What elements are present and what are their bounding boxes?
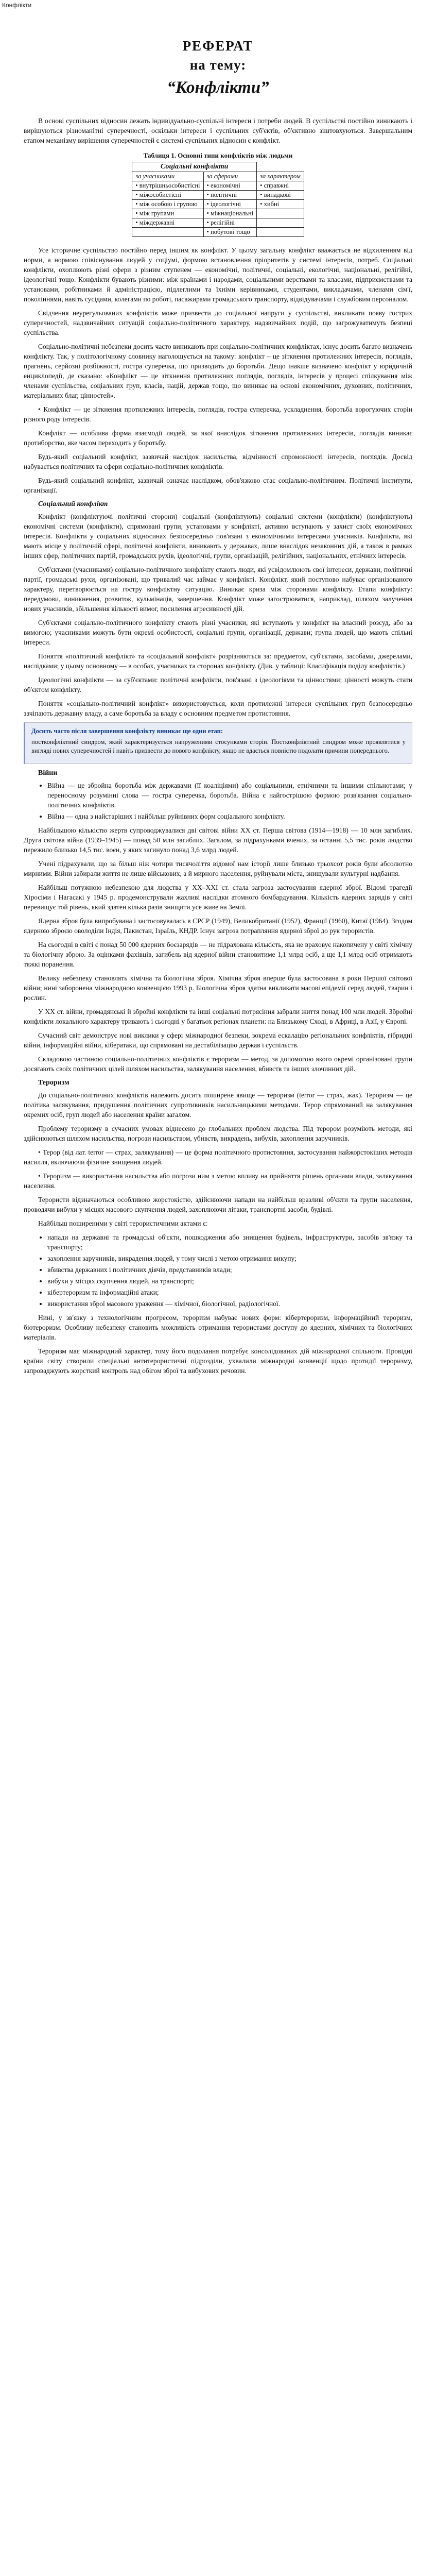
table-cell: політичні xyxy=(211,191,237,198)
body-paragraph: Ідеологічні конфлікти — за суб'єктами: політичні конфлікти, пов'язані з ідеологіями та цінностями; цінності можуть стати об'єктом конфлікту. xyxy=(24,676,412,693)
table-cell: релігійні xyxy=(211,219,235,226)
list-item: • вбивства державних і політичних діячів, представників влади; xyxy=(47,1265,412,1275)
table-cell: справжні xyxy=(264,182,289,189)
table-cell: ідеологічні xyxy=(211,200,241,208)
table-row: • внутрішньособистісні • економічні • справжні xyxy=(132,181,304,191)
window-title: Конфлікти xyxy=(0,0,436,10)
table-cell: хибні xyxy=(264,200,280,208)
table-group-header: Соціальні конфлікти xyxy=(132,162,257,172)
body-paragraph: Поняття «політичний конфлікт» та «соціальний конфлікт» розрізняються за: предметом, суб'єктами, засобами, джерелами, наслідками; у цьому основному — в особах, учасниках та сторонах конфлікту. (Див. у таблиці: Класифікація поділу конфліктів.) xyxy=(24,652,412,670)
table-cell: внутрішньособистісні xyxy=(139,182,200,189)
table-col-header: за характером xyxy=(257,172,304,181)
list-item: • вибухи у місцях скупчення людей, на транспорті; xyxy=(47,1276,412,1286)
body-paragraph: Конфлікт — особлива форма взаємодії людей, за якої внаслідок зіткнення протилежних інтересів, поглядів виникає протиборство, яке часом переходить у боротьбу. xyxy=(24,429,412,447)
table-row: • між особою і групою • ідеологічні • хибні xyxy=(132,200,304,209)
list-item: • використання зброї масового ураження — хімічної, біологічної, радіологічної. xyxy=(47,1299,412,1309)
page-1 xyxy=(24,18,412,2576)
body-paragraph: Сучасний світ демонструє нові виклики у сфері міжнародної безпеки, зокрема ескалацію регіональних конфліктів, гібридні війни, інформаційні війни, кібератаки, що спрямовані на дестабілізацію держав і суспільств. xyxy=(24,1031,412,1049)
table-row: • міжособистісні • політичні • випадкові xyxy=(132,191,304,200)
body-paragraph: У XX ст. війни, громадянські й збройні конфлікти та інші соціальні потрясіння забрали життя понад 100 млн людей. Збройні конфлікти локального характеру тривають і сьогодні у багатьох регіонах планети: на Близькому Сході, в Африці, в Азії, у Європі. xyxy=(24,1008,412,1025)
definition-paragraph: • Тероризм — використання насильства або погрози ним з метою впливу на прийняття рішень органами влади, залякування населення. xyxy=(24,1172,412,1190)
table-col-header: за сферами xyxy=(203,172,257,181)
table-cell: економічні xyxy=(211,182,240,189)
body-paragraph: Складовою частиною соціально-політичних конфліктів є тероризм — метод, за допомогою якого окремі організовані групи досягають своїх політичних цілей шляхом насильства, залякування населення, вбивств та інших злочинних дій. xyxy=(24,1055,412,1073)
table-cell: міжнаціональні xyxy=(211,210,254,217)
list-item: • кібертероризм та інформаційні атаки; xyxy=(47,1287,412,1297)
body-paragraph: Нині, у зв'язку з технологічним прогресом, тероризм набуває нових форм: кібертероризм, інформаційний тероризм, біотероризм. Особливу небезпеку становить можливість отримання терористами доступу до ядерних, хімічних та біологічних матеріалів. xyxy=(24,1314,412,1341)
body-paragraph: На сьогодні в світі є понад 50 000 ядерних боєзарядів — не підрахована кількість, яка не враховує накопичену у світі хімічну та біологічну зброю. За оцінками фахівців, загибель від ядерної війни становитиме 1,1 млрд осіб, а ще 1,1 млрд осіб отримають тяжкі поранення. xyxy=(24,941,412,968)
section-heading: Тероризм xyxy=(38,1079,69,1087)
report-topic-label: на тему: xyxy=(189,57,247,73)
table-cell: міжособистісні xyxy=(139,191,182,198)
report-topic: “Конфлікти” xyxy=(167,78,269,97)
body-paragraph: Ядерна зброя була випробувана і застосовувалась в СРСР (1949), Великобританії (1952), Франції (1960), Китаї (1964). Згодом ядерною зброєю оволоділи Індія, Пакистан, Ізраїль, КНДР. Існує загроза потрапляння ядерної зброї до рук терористів. xyxy=(24,917,412,935)
callout-text: постконфліктний синдром, який характеризується напруженими стосунками сторін. Постконфліктний синдром може проявлятися у вигляді нових суперечностей і навіть призвести до нового конфлікту, якщо не вдається повністю подолати причини попереднього. xyxy=(31,738,406,754)
body-paragraph: Найбільшою кількістю жертв супроводжувалися дві світові війни XX ст. Перша світова (1914—1918) — 10 млн загиблих. Друга світова війна (1939–1945) — понад 50 млн загиблих. Загалом, за підрахунками вчених, за останні 5,5 тис. років людство пережило близько 14,5 тис. воєн, у яких загинуло понад 3,6 млрд людей. xyxy=(24,826,412,854)
body-paragraph: Велику небезпеку становлять хімічна та біологічна зброя. Хімічна зброя вперше була застосована в роки Першої світової війни; нині заборонена міжнародною конвенцією 1993 р. Біологічна зброя здатна викликати масові епідемії серед людей, тварин і рослин. xyxy=(24,974,412,1002)
body-paragraph: Найбільш потужною небезпекою для людства у XX–XXI ст. стала загроза застосування ядерної зброї. Відомі трагедії Хіросіми і Нагасакі у 1945 р. продемонстрували жахливі наслідки атомного бомбардування. Кількість ядерних зарядів у світі перевищує той рівень, який здатен кілька разів знищити усе живе на Землі. xyxy=(24,884,412,911)
table-cell: між групами xyxy=(139,210,175,217)
body-paragraph: Суб'єктами соціально-політичного конфлікту стають різні учасники, які вступають у конфлікт на власний розсуд, або за вимогою; учасниками можуть бути окремі особистості, соціальні групи, організації, держави; група людей, що мають спільні інтереси. xyxy=(24,619,412,646)
table-cell: випадкові xyxy=(264,191,291,198)
conflict-types-table xyxy=(132,162,304,237)
report-label: РЕФЕРАТ xyxy=(182,38,254,54)
list-item: • захоплення заручників, викрадення людей, у тому числі з метою отримання викупу; xyxy=(47,1253,412,1263)
definition-paragraph: • Терор (від лат. terror — страх, залякування) — це форма політичного протистояння, застосування найжорстокіших методів насилля, включаючи фізичне знищення людей. xyxy=(24,1148,412,1166)
table-caption: Таблиця 1. Основні типи конфліктів між людьми xyxy=(143,151,293,159)
body-paragraph: Усе історичне суспільство постійно перед іншим як конфлікт. У цьому загальну конфлікт вважається не відхиленням від норми, а нормою співіснування людей у соціумі, формою встановлення пріоритетів у системі інтересів, потреб. Соціальні конфлікти, охоплюють різні сфери з різним ступенем — економічні, політичні, соціальні, екологічні, національні, релігійні, ідеологічні тощо. Конфлікти бувають різними: між країнами і народами, соціальними верствами та класами, підприємствами та установами, робітниками й адміністрацією, підлеглими та їхніми керівниками, студентами, викладачами, членами сім'ї, поколіннями, навіть сусідами, колегами по роботі, пасажирами громадського транспорту, відвідувачами і службовим персоналом. xyxy=(24,246,412,303)
body-paragraph: До соціально-політичних конфліктів належить досить поширене явище — тероризм (terror — страх, жах). Тероризм — це політика залякування, придушення політичних супротивників насильницькими методами. Терор спрямований на залякування окремих осіб, груп людей або населення країни загалом. xyxy=(24,1091,412,1118)
section-heading: Війни xyxy=(38,769,58,777)
body-paragraph: Соціально-політичні небезпеки досить часто виникають при соціально-політичних конфліктах, існує досить багато визначень конфлікту. Так, у політологічному словнику наголошується на такому: конфлікт – це зіткнення протилежних інтересів, поглядів, прагнень, серйозні розбіжності, гостра суперечка, що призводить до боротьби. Дещо інакше визначено конфлікт у юридичній енциклопедії, де сказано: «Конфлікт — це зіткнення протилежних поглядів, поглядів, інтересів у процесі спілкування між членами суспільства, соціальних груп, класів, націй, держав тощо, що виникає на основі економічних, духовних, політичних, матеріальних благ, цінностей». xyxy=(24,343,412,399)
table-row: • міждержавні • релігійні xyxy=(132,218,304,228)
list-item: • напади на державні та громадські об'єкти, пошкодження або знищення будівель, інфраструктури, засобів зв'язку та транспорту; xyxy=(47,1232,412,1252)
body-paragraph: Терористи відзначаються особливою жорстокістю, здійснюючи напади на найбільш вразливі об'єкти та групи населення, проводячи вибухи у місцях масового скупчення людей, захоплюючи літаки, транспортні засоби, будівлі. xyxy=(24,1196,412,1213)
table-row: • побутові тощо xyxy=(132,228,304,237)
list-item: • Війна — одна з найстаріших і найбільш руйнівних форм соціального конфлікту. xyxy=(47,811,412,821)
definition-paragraph: • Конфлікт — це зіткнення протилежних інтересів, поглядів, гостра суперечка, ускладнення, боротьба ворогуючих сторін різного роду інтересів. xyxy=(24,405,412,423)
table-cell: між особою і групою xyxy=(139,200,198,208)
body-paragraph: Суб'єктами (учасниками) соціально-політичного конфлікту стають люди, які усвідомлюють свої інтереси, держави, політичні партії, громадські рухи, організовані, що тривалий час займає у конфлікті. Конфлікт, який поступово набуває організованого характеру, перетворюється на гостру конфліктну ситуацію. Виникає криза між сторонами конфлікту. Етапи конфлікту: передумови, виникнення, розвиток, кульмінація, завершення. Конфлікт може загострюватися, наприклад, шляхом залучення нових учасників, збільшення кількості вимог, посилення агресивності дій. xyxy=(24,566,412,613)
body-paragraph: Тероризм має міжнародний характер, тому його подолання потребує консолідованих дій міжнародної спільноти. Провідні країни світу створили спеціальні антитерористичні підрозділи, ухвалили міжнародні конвенції щодо протидії тероризму, запроваджують жорсткий контроль над обігом зброї та вибухових речовин. xyxy=(24,1347,412,1375)
body-paragraph: Будь-який соціальний конфлікт, зазвичай означає наслідком, обов'язково стає соціально-політичним. Політичні інститути, організації. xyxy=(24,477,412,494)
body-paragraph: Найбільш поширеними у світі терористичними актами є: xyxy=(38,1219,208,1227)
callout-block xyxy=(24,722,412,764)
callout-heading: Досить часто після завершення конфлікту виникає ще один етап: xyxy=(31,727,223,735)
body-paragraph: Будь-який соціальний конфлікт, зазвичай наслідок насильства, відмінності спроможності інтересів, поглядів. Досвід набувається політичних та сфери соціально-політичних конфліктів. xyxy=(24,453,412,470)
table-cell: міждержавні xyxy=(139,219,175,226)
war-bullets xyxy=(24,781,412,821)
terror-acts-list xyxy=(24,1232,412,1309)
body-paragraph: Поняття «соціально-політичний конфлікт» використовується, коли протилежні інтереси суспільних груп безпосередньо зачіпають державну владу, а саме боротьба за владу є основним предметом протистояння. xyxy=(24,700,412,717)
body-paragraph: Учені підрахували, що за більш ніж чотири тисячоліття відомої нам історії лише близько трьохсот років були абсолютно мирними. Війни забирали життя не лише військових, а й мирного населення, руйнували міста, знищували культурні надбання. xyxy=(24,860,412,877)
list-item: • Війна — це збройна боротьба між державами (її коаліціями) або соціальними, етнічними та іншими спільнотами; у переносному розумінні слова — гостра суперечка, боротьба. Війна є найгострішою формою розв'язання соціально-політичних конфліктів. xyxy=(47,781,412,810)
body-paragraph: Свідчення неурегульованих конфліктів може призвести до соціальної напруги у суспільстві, викликати появу гострих суперечностей, надзвичайних ситуацій соціально-політичного характеру, надзвичайних подій, що загрожуватимуть безпеці суспільства. xyxy=(24,309,412,336)
document-frame xyxy=(12,12,424,2576)
section-heading: Соціальний конфлікт xyxy=(38,500,108,508)
body-paragraph: Конфлікт (конфліктуючі політичні сторони) соціальні (конфліктують) соціальні системи (конфлікти) (конфліктують) економічні системи (конфлікти), спрямовані групи, установами у конфлікті, активно вступають у захист своїх економічних інтересів. Конфлікти у соціальних відносинах безпосередньо пов'язані з економічними інтересами учасників. Конфлікти, які мають місце у політичній сфері, політичні конфлікти, виникають у державах, лише внаслідок незаконних дій, а також в рамках інших сфер, політичних партій, громадських рухів, ідеологічні, групи, організацій, релігійних, національних, етнічних інтересів. xyxy=(24,513,412,560)
table-col-header: за учасниками xyxy=(132,172,203,181)
table-row: • між групами • міжнаціональні xyxy=(132,209,304,218)
table-cell: побутові тощо xyxy=(211,228,250,235)
body-paragraph: Проблему тероризму в сучасних умовах віднесено до глобальних проблем людства. Під терором розуміють методи, які здійснюються шляхом насильства, погрози насильством, убивств, викрадень, вибухів, захоплення заручників. xyxy=(24,1125,412,1142)
intro-paragraph: В основі суспільних відносин лежать індивідуально-суспільні інтереси і потреби людей. В суспільстві постійно виникають і вирішуються різноманітні суперечності, оскільки інтереси і суспільних суб'єктів, об'єктивно зіштовхуються. Завершальним етапом механізму вирішення суперечностей є системі суспільних відносин є конфлікт. xyxy=(24,117,412,144)
